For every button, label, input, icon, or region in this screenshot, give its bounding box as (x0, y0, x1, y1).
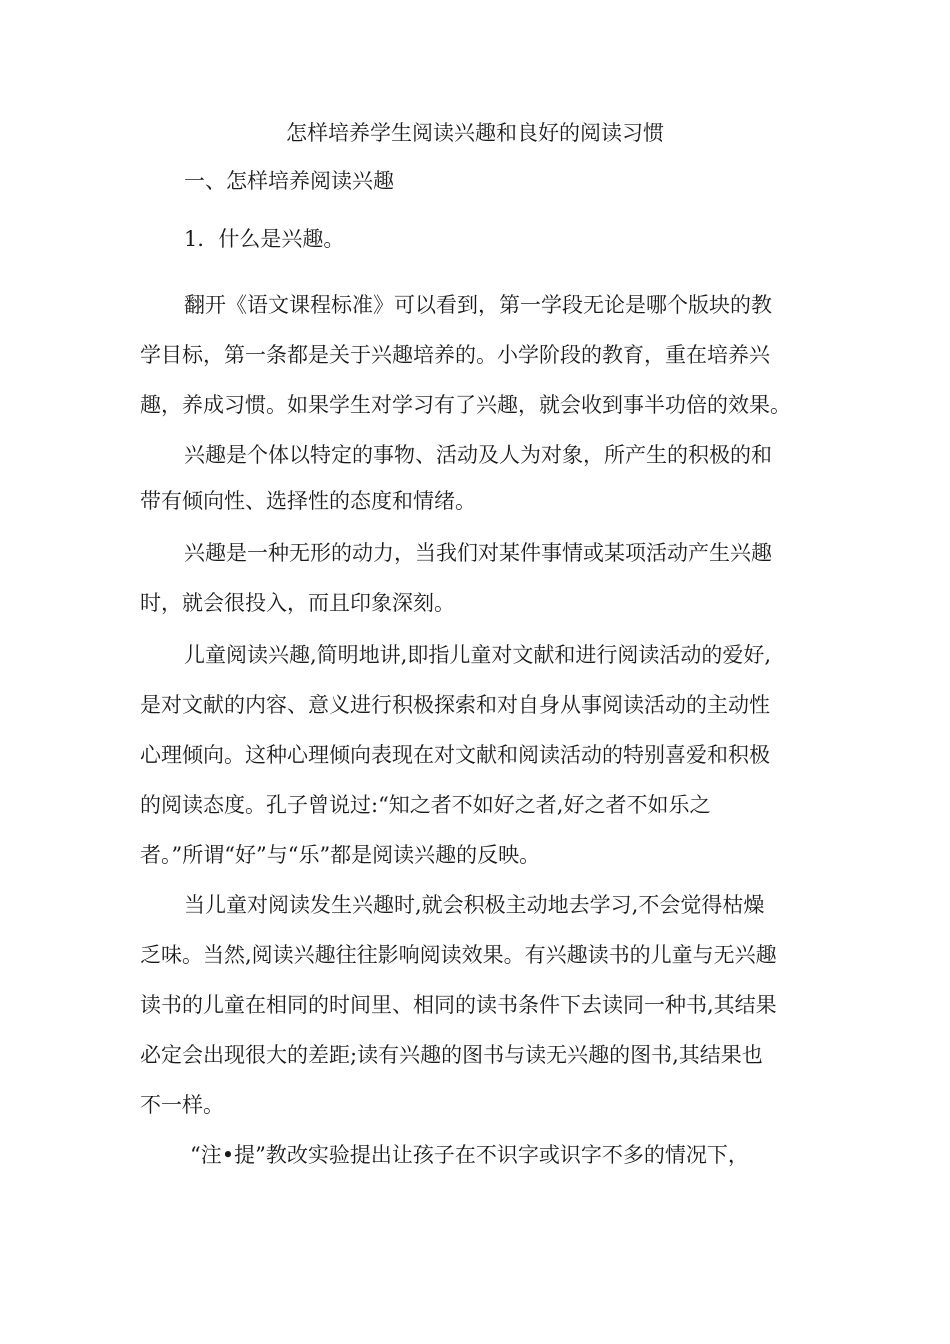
paragraph-line: 儿童阅读兴趣,简明地讲,即指儿童对文献和进行阅读活动的爱好, (184, 643, 772, 667)
subsection-heading: 1．什么是兴趣。 (184, 227, 345, 251)
paragraph-line: “注•提”教改实验提出让孩子在不识字或识字不多的情况下， (190, 1143, 749, 1167)
paragraph-line: 必定会出现很大的差距;读有兴趣的图书与读无兴趣的图书,其结果也 (140, 1043, 763, 1067)
section-heading: 一、怎样培养阅读兴趣 (184, 169, 394, 193)
paragraph-line: 趣，养成习惯。如果学生对学习有了兴趣，就会收到事半功倍的效果。 (140, 393, 791, 417)
paragraph-line: 当儿童对阅读发生兴趣时,就会积极主动地去学习,不会觉得枯燥 (184, 893, 765, 917)
paragraph-line: 乏味。当然,阅读兴趣往往影响阅读效果。有兴趣读书的儿童与无兴趣 (140, 943, 777, 967)
paragraph-line: 翻开《语文课程标准》可以看到，第一学段无论是哪个版块的教 (184, 293, 772, 317)
paragraph-line: 者。”所谓“好”与“乐”都是阅读兴趣的反映。 (140, 843, 541, 867)
paragraph-line: 时，就会很投入，而且印象深刻。 (140, 591, 455, 615)
paragraph-line: 读书的儿童在相同的时间里、相同的读书条件下去读同一种书,其结果 (140, 993, 777, 1017)
paragraph-line: 是对文献的内容、意义进行积极探索和对自身从事阅读活动的主动性 (140, 693, 770, 717)
paragraph-line: 学目标，第一条都是关于兴趣培养的。小学阶段的教育，重在培养兴 (140, 343, 770, 367)
paragraph-line: 心理倾向。这种心理倾向表现在对文献和阅读活动的特别喜爱和积极 (140, 743, 770, 767)
paragraph-line: 不一样。 (140, 1093, 224, 1117)
paragraph-line: 的阅读态度。孔子曾说过:“知之者不如好之者,好之者不如乐之 (140, 793, 711, 817)
paragraph-line: 兴趣是一种无形的动力，当我们对某件事情或某项活动产生兴趣 (184, 541, 772, 565)
paragraph-line: 带有倾向性、选择性的态度和情绪。 (140, 489, 476, 513)
document-title: 怎样培养学生阅读兴趣和良好的阅读习惯 (286, 121, 664, 145)
paragraph-line: 兴趣是个体以特定的事物、活动及人为对象，所产生的积极的和 (184, 443, 772, 467)
